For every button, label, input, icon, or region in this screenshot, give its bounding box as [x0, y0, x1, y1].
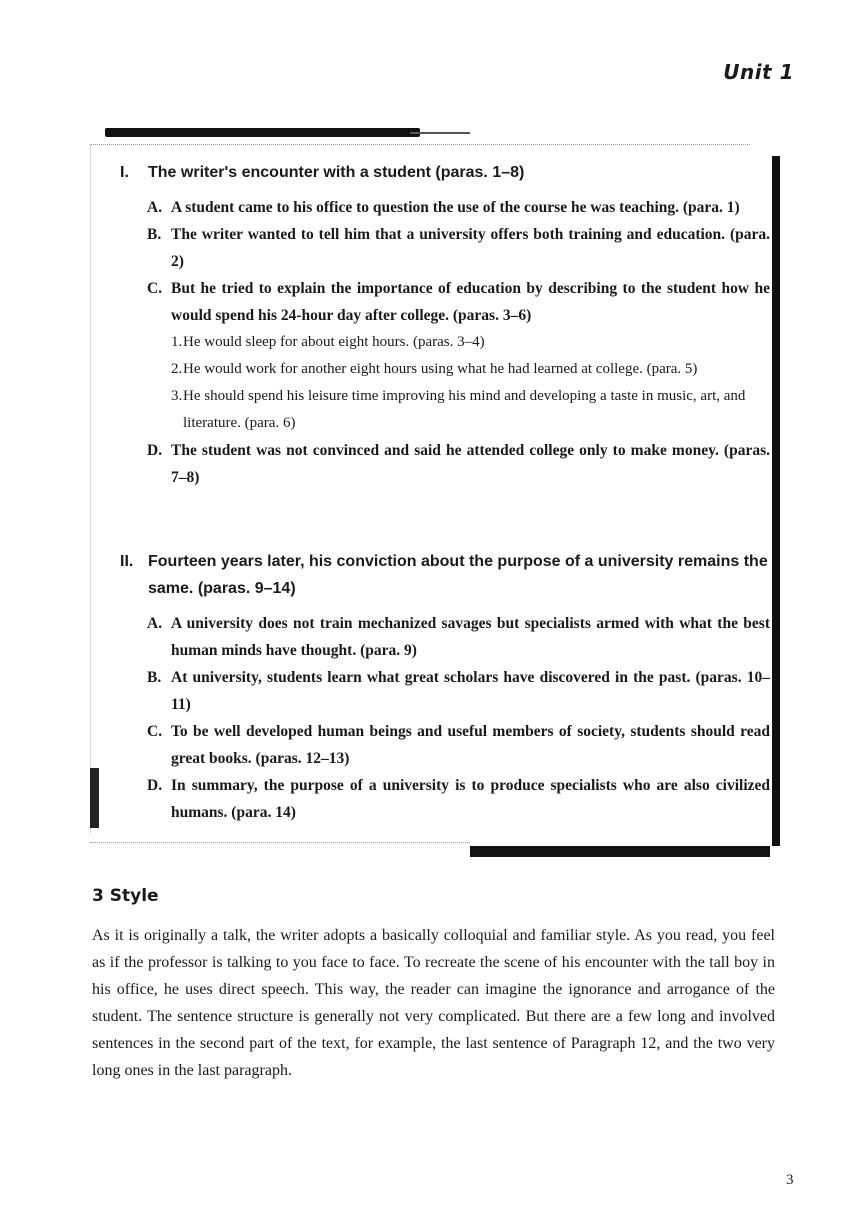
- outline-item: [147, 221, 770, 275]
- outline-item: [147, 610, 770, 664]
- outline-section-2: [120, 548, 770, 826]
- section-title: The writer's encounter with a student (paras. 1–8): [148, 164, 525, 181]
- outline-subitem: [171, 329, 770, 356]
- item-text: A university does not train mechanized savages but specialists armed with what the best human minds have thought. (para. 9): [171, 615, 770, 659]
- style-paragraph: As it is originally a talk, the writer adopts a basically colloquial and familiar style. As you read, you feel as if the professor is talking to you face to face. To recreate the scene of his encounter with the tall boy in his office, he uses direct speech. This way, the reader can imagine the ignorance and arrogance of the student. The sentence structure is generally not very complicated. But there are a few long and involved sentences in the second part of the text, for example, the last sentence of Paragraph 12, and the two very long ones in the last paragraph.: [92, 927, 775, 1079]
- section-items: [147, 610, 770, 826]
- item-letter: B.: [147, 226, 162, 243]
- section-heading: [120, 548, 770, 602]
- subitem-number: 3.: [171, 388, 183, 404]
- subitem-text: He should spend his leisure time improving his mind and developing a taste in music, art, and literature. (para. 6): [183, 388, 746, 431]
- outline-item: [147, 718, 770, 772]
- section-number: II.: [120, 553, 134, 570]
- unit-title: Unit 1: [723, 60, 794, 84]
- outline-subitem: [171, 356, 770, 383]
- item-text: The writer wanted to tell him that a university offers both training and education. (para. 2): [171, 226, 770, 270]
- style-heading: 3 Style: [92, 886, 159, 906]
- item-letter: A.: [147, 615, 163, 632]
- subitem-text: He would work for another eight hours using what he had learned at college. (para. 5): [183, 361, 698, 377]
- outline-item: [147, 772, 770, 826]
- subitem-number: 1.: [171, 334, 183, 350]
- item-letter: B.: [147, 669, 162, 686]
- box-border-top: [105, 128, 420, 137]
- box-border-bottom: [470, 846, 770, 857]
- outline-item: [147, 275, 770, 329]
- box-border-top-fade: [410, 132, 470, 134]
- outline-subitem: [171, 383, 770, 437]
- box-border-bottom-thin: [90, 842, 470, 843]
- page-number: 3: [786, 1172, 794, 1188]
- item-text: But he tried to explain the importance of education by describing to the student how he would spend his 24-hour day after college. (paras. 3–6): [171, 280, 770, 324]
- section-number: I.: [120, 164, 129, 181]
- item-letter: A.: [147, 199, 163, 216]
- outline-item: [147, 194, 770, 221]
- subitem-text: He would sleep for about eight hours. (paras. 3–4): [183, 334, 485, 350]
- subitem-number: 2.: [171, 361, 183, 377]
- item-text: At university, students learn what great scholars have discovered in the past. (paras. 10–11): [171, 669, 770, 713]
- item-text: To be well developed human beings and useful members of society, students should read great books. (paras. 12–13): [171, 723, 770, 767]
- box-border-right: [772, 156, 780, 846]
- section-title: Fourteen years later, his conviction about the purpose of a university remains the same. (paras. 9–14): [148, 553, 768, 597]
- box-border-top-thin: [90, 144, 750, 145]
- item-text: In summary, the purpose of a university is to produce specialists who are also civilized humans. (para. 14): [171, 777, 770, 821]
- box-border-left-thin: [90, 144, 91, 834]
- item-letter: D.: [147, 442, 163, 459]
- item-letter: C.: [147, 723, 163, 740]
- outline-section-1: [120, 159, 770, 491]
- outline-item: [147, 664, 770, 718]
- item-text: A student came to his office to question the use of the course he was teaching. (para. 1): [171, 199, 740, 216]
- section-heading: [120, 159, 770, 186]
- section-items: [147, 194, 770, 491]
- item-text: The student was not convinced and said he attended college only to make money. (paras. 7–8): [171, 442, 770, 486]
- item-letter: C.: [147, 280, 163, 297]
- box-border-left: [90, 768, 99, 828]
- sub-items: [171, 329, 770, 437]
- item-letter: D.: [147, 777, 163, 794]
- outline-item: [147, 437, 770, 491]
